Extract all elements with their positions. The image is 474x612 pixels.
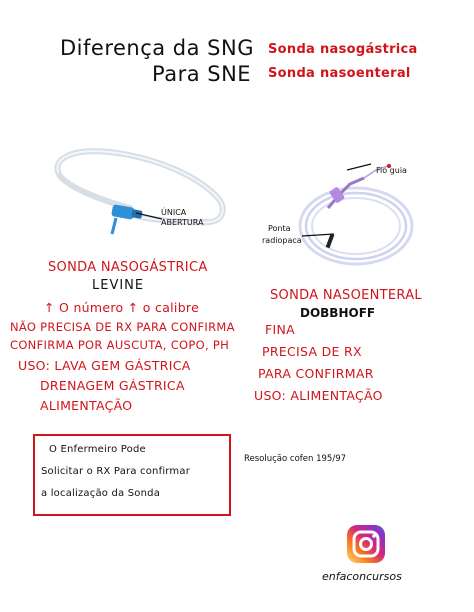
title-line-1: Diferença da SNG [60, 36, 254, 60]
note-box [33, 434, 231, 516]
note-line-3: a localização da Sonda [41, 488, 161, 499]
reference-text: Resolução cofen 195/97 [244, 454, 347, 464]
nasogastric-tube-illustration [40, 138, 230, 248]
unica-label-line-1: ÚNICA [161, 208, 187, 217]
left-line-5: DRENAGEM GÁSTRICA [40, 378, 185, 393]
left-line-6: ALIMENTAÇÃO [40, 398, 133, 413]
instagram-handle[interactable]: enfaconcursos [322, 570, 402, 583]
left-line-1: ↑ O número ↑ o calibre [44, 300, 200, 315]
right-line-1: FINA [265, 322, 295, 337]
instagram-icon[interactable] [346, 524, 386, 564]
fio-guia-pointer [345, 160, 375, 174]
left-line-4: USO: LAVA GEM GÁSTRICA [18, 358, 191, 373]
fio-guia-label: Fio guia [376, 166, 407, 175]
note-line-1: O Enfermeiro Pode [49, 444, 146, 455]
left-heading: SONDA NASOGÁSTRICA [48, 260, 208, 275]
note-line-2: Solicitar o RX Para confirmar [41, 466, 191, 477]
ponta-pointer [300, 228, 340, 248]
right-subheading: DOBBHOFF [300, 306, 376, 320]
ponta-label-line-1: Ponta [268, 224, 291, 233]
translation-line-2: Sonda nasoenteral [268, 66, 411, 81]
right-heading: SONDA NASOENTERAL [270, 288, 422, 303]
left-line-3: CONFIRMA POR AUSCUTA, COPO, PH [10, 338, 230, 352]
translation-line-1: Sonda nasogástrica [268, 42, 418, 57]
ponta-label-line-2: radiopaca [262, 236, 302, 245]
title-line-2: Para SNE [152, 62, 252, 86]
right-line-4: USO: ALIMENTAÇÃO [254, 388, 383, 403]
right-line-2: PRECISA DE RX [262, 344, 362, 359]
left-line-2: NÃO PRECISA DE RX PARA CONFIRMA [10, 320, 235, 334]
unica-label-line-2: ABERTURA [161, 218, 204, 227]
right-line-3: PARA CONFIRMAR [258, 366, 374, 381]
left-subheading: LEVINE [92, 278, 145, 293]
